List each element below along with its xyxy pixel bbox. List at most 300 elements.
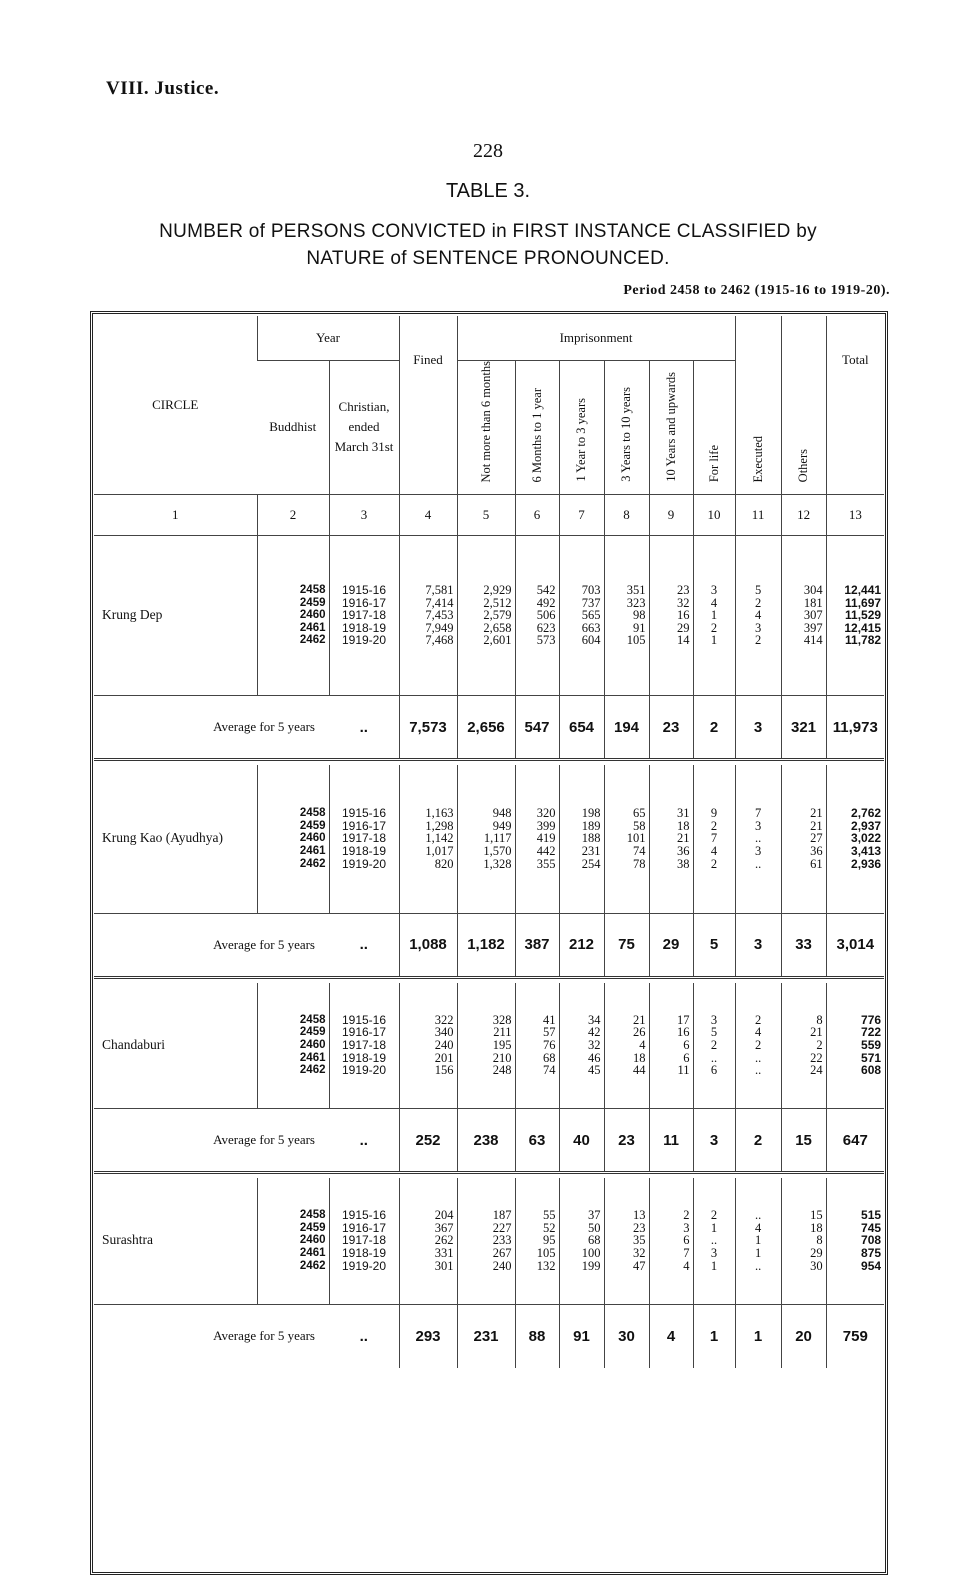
cell-value: 304 <box>803 583 823 598</box>
cell-value: 24 <box>810 1063 823 1078</box>
circle-name: Krung Dep <box>102 607 163 623</box>
col-number: 1 <box>94 495 257 536</box>
cell-value: 1916-17 <box>341 1025 387 1040</box>
cell-fined <box>399 536 457 696</box>
cell-value: 1915-16 <box>341 1208 387 1223</box>
circle-name: Krung Kao (Ayudhya) <box>102 830 223 846</box>
cell-c13 <box>826 765 884 913</box>
average-value: 3 <box>735 696 781 760</box>
cell-value: 515 <box>861 1208 882 1223</box>
average-label: Average for 5 years <box>94 696 329 760</box>
cell-value: 419 <box>536 831 556 846</box>
cell-c5 <box>457 536 515 696</box>
cell-value: 1919-20 <box>341 856 387 871</box>
cell-value: 323 <box>626 595 646 610</box>
cell-value: 7 <box>683 1246 690 1261</box>
average-value: 1,182 <box>457 913 515 977</box>
cell-c12 <box>781 983 826 1109</box>
cell-value: 7,468 <box>425 633 454 648</box>
cell-value: 2 <box>710 620 718 635</box>
cell-value: 3,413 <box>851 844 882 859</box>
cell-value: 11,529 <box>845 608 882 623</box>
cell-value: 211 <box>493 1025 512 1040</box>
cell-value: 1 <box>710 633 718 648</box>
cell-value: 2,936 <box>851 856 882 871</box>
cell-value: 38 <box>677 856 690 871</box>
average-value: 11 <box>649 1109 693 1173</box>
cell-value: 414 <box>803 633 823 648</box>
cell-c13 <box>826 1178 884 1304</box>
cell-value: 2 <box>754 1012 762 1027</box>
cell-value: 1 <box>710 1220 718 1235</box>
cell-value: 2460 <box>299 832 326 845</box>
cell-buddhist <box>257 765 329 913</box>
average-value: 759 <box>826 1304 884 1368</box>
cell-value: 722 <box>861 1025 882 1040</box>
cell-value: 4 <box>710 595 718 610</box>
cell-value: 1917-18 <box>341 831 387 846</box>
cell-value: 156 <box>434 1063 454 1078</box>
average-value: 40 <box>559 1109 604 1173</box>
cell-value: 105 <box>536 1246 556 1261</box>
cell-value: 1919-20 <box>341 1063 387 1078</box>
cell-value: 42 <box>588 1025 601 1040</box>
cell-value: 2461 <box>299 1247 326 1260</box>
average-value: 4 <box>649 1304 693 1368</box>
cell-value: 35 <box>633 1233 646 1248</box>
cell-value: 55 <box>543 1208 556 1223</box>
cell-value: 11,697 <box>845 595 882 610</box>
header-imp-1: 6 Months to 1 year <box>529 387 544 483</box>
cell-value: 240 <box>434 1037 454 1052</box>
cell-value: 2459 <box>299 1026 326 1039</box>
cell-value: 1917-18 <box>341 1037 387 1052</box>
cell-c11 <box>735 983 781 1109</box>
title-line-1: NUMBER of PERSONS CONVICTED in FIRST INSTANCE CLASSIFIED by <box>159 221 817 242</box>
cell-value: 737 <box>581 595 601 610</box>
cell-value: 58 <box>633 818 646 833</box>
cell-fined <box>399 1178 457 1304</box>
cell-buddhist <box>257 1178 329 1304</box>
cell-value: 65 <box>633 806 646 821</box>
cell-value: 100 <box>581 1246 601 1261</box>
cell-value: .. <box>710 1050 718 1065</box>
cell-value: 542 <box>536 583 556 598</box>
cell-c11 <box>735 1178 781 1304</box>
cell-value: 703 <box>581 583 601 598</box>
cell-value: 91 <box>633 620 646 635</box>
average-value: 293 <box>399 1304 457 1368</box>
cell-value: 21 <box>810 806 823 821</box>
cell-value: 3,022 <box>851 831 882 846</box>
cell-value: 4 <box>754 1220 762 1235</box>
cell-value: 11,782 <box>845 633 882 648</box>
cell-value: .. <box>754 831 762 846</box>
cell-value: 5 <box>710 1025 718 1040</box>
cell-value: 6 <box>683 1233 690 1248</box>
cell-value: 2 <box>683 1208 690 1223</box>
cell-c12 <box>781 1178 826 1304</box>
cell-value: 442 <box>536 844 556 859</box>
cell-value: 663 <box>581 620 601 635</box>
cell-value: 608 <box>861 1063 882 1078</box>
average-value: 11,973 <box>826 696 884 760</box>
average-value: 387 <box>515 913 559 977</box>
cell-c8 <box>604 983 649 1109</box>
col-number: 8 <box>604 495 649 536</box>
cell-value: 1,117 <box>483 831 512 846</box>
cell-value: 181 <box>803 595 823 610</box>
header-imp-4: 10 Years and upwards <box>663 372 678 483</box>
cell-value: 320 <box>536 806 556 821</box>
cell-value: 30 <box>810 1258 823 1273</box>
circle-data-row <box>94 765 884 913</box>
cell-christian <box>329 536 399 696</box>
cell-value: 29 <box>810 1246 823 1261</box>
average-value: 1 <box>693 1304 735 1368</box>
average-value: 194 <box>604 696 649 760</box>
cell-c7 <box>559 1178 604 1304</box>
cell-value: 262 <box>434 1233 454 1248</box>
cell-c13 <box>826 983 884 1109</box>
cell-value: 708 <box>861 1233 882 1248</box>
col-number: 11 <box>735 495 781 536</box>
cell-c8 <box>604 536 649 696</box>
cell-value: 195 <box>492 1037 512 1052</box>
cell-c12 <box>781 536 826 696</box>
cell-value: 1918-19 <box>341 620 387 635</box>
cell-value: 74 <box>543 1063 556 1078</box>
cell-value: 18 <box>810 1220 823 1235</box>
average-label: Average for 5 years <box>94 913 329 977</box>
cell-value: 3 <box>683 1220 690 1235</box>
cell-value: 2 <box>816 1037 823 1052</box>
header-fined: Fined <box>399 316 457 495</box>
cell-value: 2,658 <box>483 620 512 635</box>
average-value: 2 <box>735 1109 781 1173</box>
cell-value: 3 <box>710 1012 718 1027</box>
cell-c5 <box>457 983 515 1109</box>
cell-value: 231 <box>581 844 601 859</box>
average-value: 3 <box>735 913 781 977</box>
average-value: 75 <box>604 913 649 977</box>
period-note: Period 2458 to 2462 (1915-16 to 1919-20). <box>623 283 890 298</box>
average-value: 3,014 <box>826 913 884 977</box>
cell-value: 21 <box>633 1012 646 1027</box>
section-heading: VIII. Justice. <box>106 78 220 99</box>
table-title <box>120 218 856 272</box>
cell-value: 14 <box>677 633 690 648</box>
cell-c5 <box>457 765 515 913</box>
average-value: 33 <box>781 913 826 977</box>
cell-value: 76 <box>543 1037 556 1052</box>
cell-value: 16 <box>677 608 690 623</box>
cell-value: 52 <box>543 1220 556 1235</box>
cell-value: 2 <box>754 595 762 610</box>
average-value: 30 <box>604 1304 649 1368</box>
cell-value: 1,017 <box>425 844 454 859</box>
cell-value: 23 <box>677 583 690 598</box>
cell-value: 68 <box>543 1050 556 1065</box>
cell-value: 15 <box>810 1208 823 1223</box>
cell-value: 559 <box>861 1037 882 1052</box>
cell-value: 399 <box>536 818 556 833</box>
col-number: 13 <box>826 495 884 536</box>
cell-c10 <box>693 536 735 696</box>
cell-value: 4 <box>683 1258 690 1273</box>
cell-fined <box>399 983 457 1109</box>
cell-value: 105 <box>626 633 646 648</box>
cell-value: 573 <box>536 633 556 648</box>
cell-value: 2458 <box>299 807 326 820</box>
statistics-table <box>94 316 884 1368</box>
average-value: 88 <box>515 1304 559 1368</box>
average-row <box>94 696 884 760</box>
col-number: 7 <box>559 495 604 536</box>
cell-value: 2 <box>754 633 762 648</box>
average-value: 7,573 <box>399 696 457 760</box>
cell-value: 6 <box>683 1037 690 1052</box>
cell-c6 <box>515 1178 559 1304</box>
average-dots: .. <box>329 1304 399 1368</box>
average-value: 23 <box>649 696 693 760</box>
cell-value: 12,415 <box>844 620 882 635</box>
average-value: 212 <box>559 913 604 977</box>
cell-buddhist <box>257 536 329 696</box>
cell-value: 21 <box>677 831 690 846</box>
cell-value: 1 <box>754 1246 762 1261</box>
cell-value: 21 <box>810 818 823 833</box>
cell-value: 776 <box>861 1012 882 1027</box>
cell-value: 571 <box>861 1050 882 1065</box>
cell-value: 187 <box>492 1208 512 1223</box>
cell-value: 3 <box>710 1246 718 1261</box>
cell-value: 5 <box>754 583 762 598</box>
cell-value: 565 <box>581 608 601 623</box>
cell-value: 1,570 <box>483 844 512 859</box>
col-number: 10 <box>693 495 735 536</box>
cell-value: 2461 <box>299 621 326 634</box>
cell-value: 3 <box>710 583 718 598</box>
header-total: Total <box>826 316 884 495</box>
cell-value: 3 <box>754 818 762 833</box>
cell-c13 <box>826 536 884 696</box>
cell-value: 7,453 <box>425 608 454 623</box>
cell-value: 954 <box>861 1258 882 1273</box>
cell-c6 <box>515 765 559 913</box>
average-value: 15 <box>781 1109 826 1173</box>
average-value: 29 <box>649 913 693 977</box>
col-number: 3 <box>329 495 399 536</box>
cell-value: 1,142 <box>425 831 454 846</box>
average-row <box>94 913 884 977</box>
cell-value: 307 <box>803 608 823 623</box>
cell-c10 <box>693 1178 735 1304</box>
cell-value: 820 <box>434 856 454 871</box>
cell-value: 1918-19 <box>341 1050 387 1065</box>
cell-value: .. <box>754 1063 762 1078</box>
cell-value: .. <box>754 1258 762 1273</box>
cell-value: 36 <box>810 844 823 859</box>
cell-value: 1918-19 <box>341 1246 387 1261</box>
cell-value: 188 <box>581 831 601 846</box>
average-value: 547 <box>515 696 559 760</box>
cell-value: 1916-17 <box>341 1220 387 1235</box>
cell-value: 4 <box>639 1037 646 1052</box>
cell-c6 <box>515 983 559 1109</box>
cell-value: 210 <box>492 1050 512 1065</box>
cell-value: 1919-20 <box>341 1258 387 1273</box>
cell-value: 1,328 <box>483 856 512 871</box>
header-christian: Christian, ended March 31st <box>329 360 399 495</box>
cell-christian <box>329 983 399 1109</box>
cell-c8 <box>604 1178 649 1304</box>
col-number: 6 <box>515 495 559 536</box>
header-others: Others <box>796 448 811 483</box>
cell-value: 13 <box>633 1208 646 1223</box>
cell-value: 74 <box>633 844 646 859</box>
header-imp-0: Not more than 6 months <box>478 360 493 483</box>
cell-value: 18 <box>633 1050 646 1065</box>
header-imprisonment: Imprisonment <box>457 316 735 360</box>
circle-data-row <box>94 536 884 696</box>
cell-value: 189 <box>581 818 601 833</box>
cell-value: 6 <box>683 1050 690 1065</box>
cell-value: 2 <box>710 856 718 871</box>
cell-value: 2,512 <box>483 595 512 610</box>
cell-value: 95 <box>543 1233 556 1248</box>
col-number: 5 <box>457 495 515 536</box>
cell-value: 36 <box>677 844 690 859</box>
cell-value: 7 <box>710 831 718 846</box>
cell-value: 1916-17 <box>341 595 387 610</box>
cell-value: 2,579 <box>483 608 512 623</box>
cell-value: 1917-18 <box>341 608 387 623</box>
average-value: 2 <box>693 696 735 760</box>
cell-value: 2,762 <box>851 806 882 821</box>
cell-value: 201 <box>434 1050 454 1065</box>
circle-data-row <box>94 983 884 1109</box>
cell-c7 <box>559 765 604 913</box>
cell-fined <box>399 765 457 913</box>
cell-value: 44 <box>633 1063 646 1078</box>
cell-value: 1919-20 <box>341 633 387 648</box>
cell-value: 2460 <box>299 1234 326 1247</box>
cell-value: 331 <box>434 1246 454 1261</box>
cell-value: 7,949 <box>425 620 454 635</box>
cell-c9 <box>649 1178 693 1304</box>
average-value: 1 <box>735 1304 781 1368</box>
cell-value: 27 <box>810 831 823 846</box>
cell-value: 2458 <box>299 584 326 597</box>
cell-c12 <box>781 765 826 913</box>
cell-value: .. <box>710 1233 718 1248</box>
cell-value: 1915-16 <box>341 1012 387 1027</box>
cell-value: 2459 <box>299 819 326 832</box>
cell-c8 <box>604 765 649 913</box>
cell-value: 7 <box>754 806 762 821</box>
cell-value: 604 <box>581 633 601 648</box>
average-dots: .. <box>329 913 399 977</box>
cell-value: 506 <box>536 608 556 623</box>
cell-value: .. <box>754 1050 762 1065</box>
cell-value: 29 <box>677 620 690 635</box>
average-value: 20 <box>781 1304 826 1368</box>
cell-value: 22 <box>810 1050 823 1065</box>
cell-value: 492 <box>536 595 556 610</box>
column-number-row <box>94 495 884 536</box>
cell-value: 2461 <box>299 845 326 858</box>
cell-value: 8 <box>816 1233 823 1248</box>
header-imp-2: 1 Year to 3 years <box>574 398 588 483</box>
cell-value: 26 <box>633 1025 646 1040</box>
average-label: Average for 5 years <box>94 1304 329 1368</box>
page-number: 228 <box>473 140 503 162</box>
cell-value: 227 <box>492 1220 512 1235</box>
cell-value: 37 <box>588 1208 601 1223</box>
cell-value: 4 <box>754 1025 762 1040</box>
col-number: 9 <box>649 495 693 536</box>
average-value: 654 <box>559 696 604 760</box>
cell-value: 2458 <box>299 1209 326 1222</box>
cell-value: 45 <box>588 1063 601 1078</box>
cell-value: 328 <box>492 1012 512 1027</box>
cell-value: 31 <box>677 806 690 821</box>
cell-value: 2459 <box>299 1221 326 1234</box>
cell-value: 1,163 <box>425 806 454 821</box>
average-value: 2,656 <box>457 696 515 760</box>
cell-c9 <box>649 536 693 696</box>
cell-value: 8 <box>816 1012 823 1027</box>
cell-value: 623 <box>536 620 556 635</box>
cell-value: 340 <box>434 1025 454 1040</box>
cell-c6 <box>515 536 559 696</box>
cell-value: 1918-19 <box>341 844 387 859</box>
circle-name: Chandaburi <box>102 1036 165 1052</box>
cell-c7 <box>559 536 604 696</box>
average-value: 252 <box>399 1109 457 1173</box>
cell-value: 47 <box>633 1258 646 1273</box>
cell-value: .. <box>754 856 762 871</box>
cell-value: 41 <box>543 1012 556 1027</box>
cell-value: 2461 <box>299 1051 326 1064</box>
cell-christian <box>329 1178 399 1304</box>
average-row <box>94 1109 884 1173</box>
cell-value: 1 <box>710 1258 718 1273</box>
cell-value: 2462 <box>299 634 326 647</box>
cell-value: 6 <box>710 1063 718 1078</box>
cell-value: 78 <box>633 856 646 871</box>
cell-value: 745 <box>861 1220 882 1235</box>
cell-value: 2 <box>710 1208 718 1223</box>
cell-value: 1915-16 <box>341 806 387 821</box>
cell-value: 50 <box>588 1220 601 1235</box>
cell-christian <box>329 765 399 913</box>
cell-value: 61 <box>810 856 823 871</box>
cell-value: 949 <box>492 818 512 833</box>
cell-value: 2458 <box>299 1013 326 1026</box>
cell-value: 2 <box>710 1037 718 1052</box>
header-year: Year <box>257 316 399 360</box>
title-line-2: NATURE of SENTENCE PRONOUNCED. <box>306 248 670 269</box>
cell-c10 <box>693 765 735 913</box>
table-number: TABLE 3. <box>445 180 531 202</box>
circle-name: Surashtra <box>102 1232 153 1248</box>
header-buddhist: Buddhist <box>269 419 317 435</box>
cell-value: 1916-17 <box>341 818 387 833</box>
header-circle: CIRCLE <box>152 397 199 412</box>
average-value: 91 <box>559 1304 604 1368</box>
